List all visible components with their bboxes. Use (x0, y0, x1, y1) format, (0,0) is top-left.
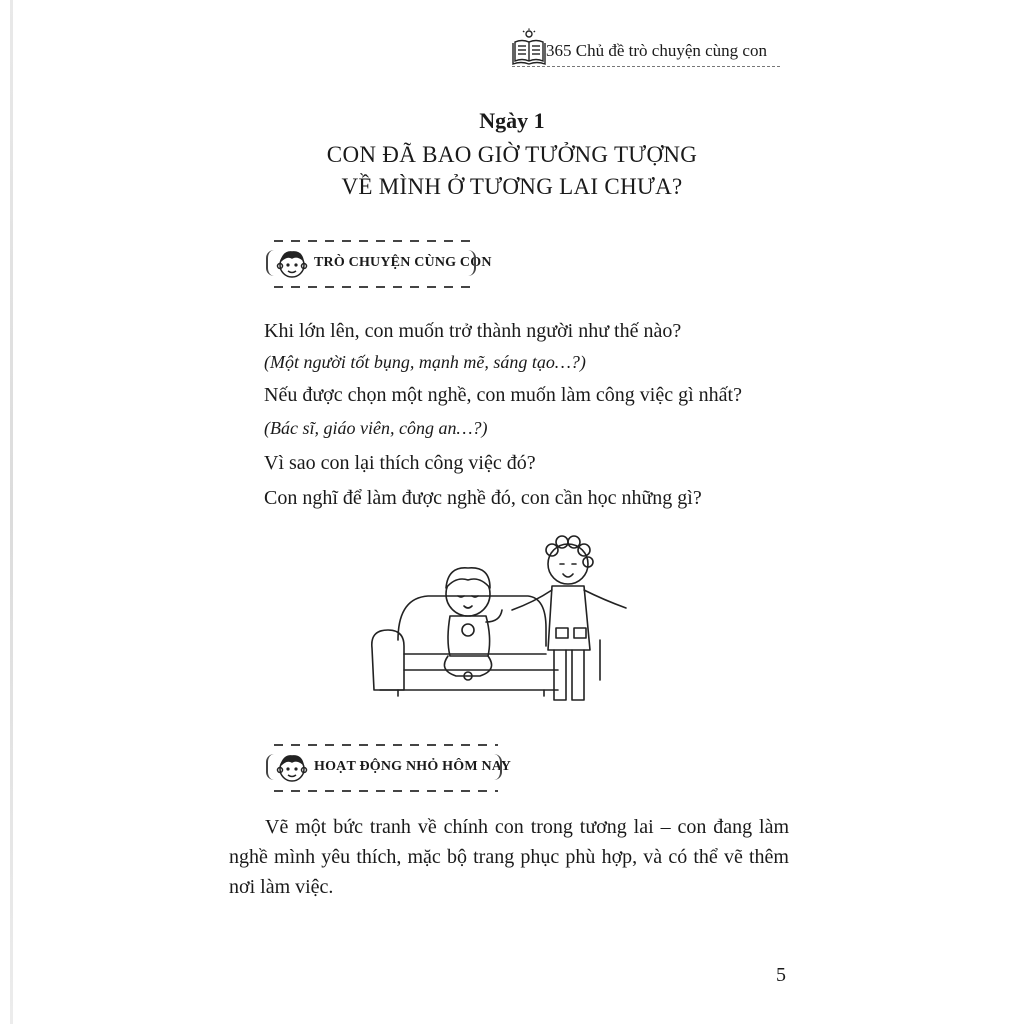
question-2: Nếu được chọn một nghề, con muốn làm công việc gì nhất? (264, 384, 742, 406)
sofa (398, 596, 546, 646)
hint-2: (Bác sĩ, giáo viên, công an…?) (264, 418, 488, 438)
book-title: 365 Chủ đề trò chuyện cùng con (546, 41, 767, 60)
parent-and-child-on-sofa-illustration (368, 530, 648, 710)
question-4: Con nghĩ để làm được nghề đó, con cần học những gì? (264, 487, 702, 509)
running-header (512, 28, 780, 70)
page-number: 5 (776, 964, 786, 986)
activity-text: Vẽ một bức tranh về chính con trong tương lai – con đang làm nghề mình yêu thích, mặc bộ trang phục phù hợp, và có thể vẽ thêm nơi làm việc. (229, 816, 789, 898)
day-label: Ngày 1 (479, 108, 545, 133)
hint-1: (Một người tốt bụng, mạnh mẽ, sáng tạo…?) (264, 352, 586, 372)
open-book-lightbulb-icon (512, 28, 546, 68)
section-label: TRÒ CHUYỆN CÙNG CON (314, 255, 492, 270)
dashed-border (274, 744, 498, 746)
activity-section-header (266, 744, 512, 792)
question-1: Khi lớn lên, con muốn trở thành người như thế nào? (264, 320, 682, 342)
dashed-border (274, 240, 472, 242)
section-label: HOẠT ĐỘNG NHỎ HÔM NAY (314, 759, 512, 774)
bracket (466, 250, 476, 276)
dashed-border (274, 286, 472, 288)
child-face-icon (274, 750, 310, 786)
lesson-title-line-1: CON ĐÃ BAO GIỜ TƯỞNG TƯỢNG (326, 142, 698, 167)
dashed-border (274, 790, 498, 792)
question-3: Vì sao con lại thích công việc đó? (264, 452, 536, 474)
bracket (492, 754, 502, 780)
lesson-title-line-2: VỀ MÌNH Ở TƯƠNG LAI CHƯA? (341, 174, 683, 199)
parent-figure (512, 536, 626, 700)
child-figure (444, 568, 502, 680)
child-face-icon (274, 246, 310, 282)
header-rule (512, 66, 780, 67)
talk-section-header (266, 240, 492, 288)
